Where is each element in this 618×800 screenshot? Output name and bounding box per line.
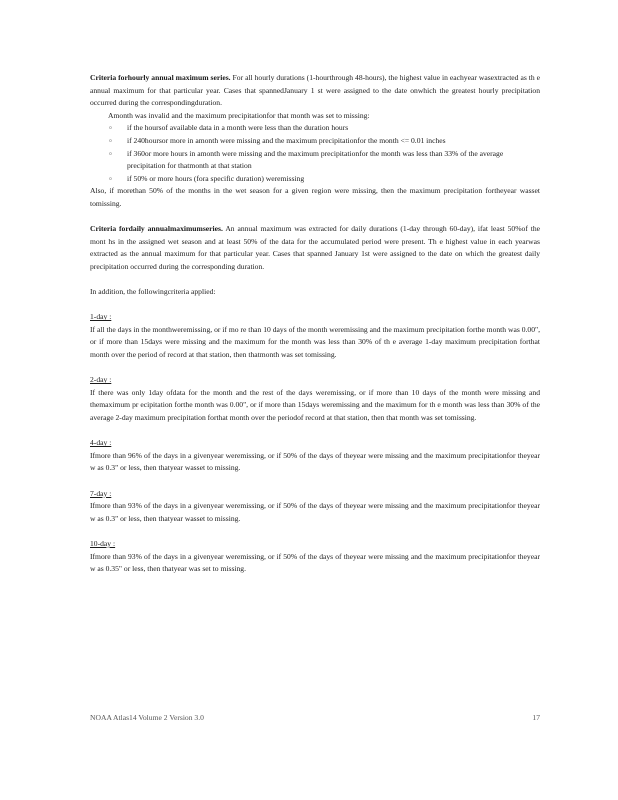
criteria-label-7day: 7-day : [90, 488, 112, 498]
footer-title: NOAA Atlas14 Volume 2 Version 3.0 [90, 713, 204, 722]
list-item: ▫ if the hoursof available data in a month were less than the duration hours [90, 122, 540, 135]
criteria-text-4day: Ifmore than 96% of the days in a givenyear weremissing, or if 50% of the days of theyear were missing and the maximum precipitationfor theyear w as 0.3" or less, then thatyear wasset to missing. [90, 450, 540, 473]
list-item: ▫ if 240hoursor more in amonth were missing and the maximum precipitationfor the month <= 0.01 inches [90, 135, 540, 148]
bullet-icon: ▫ [109, 173, 112, 183]
addition-line: In addition, the followingcriteria applied: [90, 287, 216, 297]
daily-criteria-paragraph [90, 223, 540, 273]
daily-criteria-text: An annual maximum was extracted for daily durations (1-day through 60-day), ifat least 50%of the mont hs in the assigned wet season and at least 50% of the data for the accumulated period were present. Th e highest value in each yearwas extracted as the annual maximum for that particular year. Cases that spanned January 1st were assigned to the date on which the greatest daily precipitation occurred during the corresponding duration. [90, 224, 540, 271]
criteria-text-7day: Ifmore than 93% of the days in a givenyear weremissing, or if 50% of the days of theyear were missing and the maximum precipitationfor theyear w as 0.3" or less, then thatyear wasset to missing. [90, 501, 540, 523]
criteria-label-4day: 4-day : [90, 438, 112, 448]
daily-criteria-heading: Criteria fordaily annualmaximumseries. [90, 224, 223, 234]
wet-season-note: Also, if morethan 50% of the months in the wet season for a given region were missing, then the maximum precipitation fortheyear wasset tomissing. [90, 186, 540, 208]
list-item: ▫ if 50% or more hours (fora specific duration) weremissing [90, 173, 540, 186]
bullet-icon: ▫ [109, 148, 112, 158]
bullet-icon: ▫ [109, 123, 112, 133]
criteria-label-10day: 10-day : [90, 538, 116, 548]
criteria-text-2day: If there was only 1day ofdata for the month and the rest of the days weremissing, or if more than 10 days of the month were missing and themaximum pr ecipitation forthe month was 0.00", or if more than 15days weremissing and the maximum for th e month was less than 30% of the average 2-day maximum precipitation forthat month over the periodof record at that station, then that month was set tomissing. [90, 387, 540, 423]
document-body [90, 72, 540, 576]
criteria-text-1day: If all the days in the monthweremissing, or if mo re than 10 days of the month weremissing and the maximum precipitation forthe month was 0.00", or if more than 15days were missing and the maximum for the month was less than 30% of th e average 1-day maximum precipitation forthat month over the period of record at that station, then thatmonth was set tomissing. [90, 324, 540, 360]
criteria-text-10day: Ifmore than 93% of the days in a givenyear weremissing, or if 50% of the days of theyear were missing and the maximum precipitationfor theyear w as 0.35" or less, then thatyear was set to missing. [90, 551, 540, 574]
criteria-label-2day: 2-day : [90, 375, 112, 385]
bullet-icon: ▫ [109, 135, 112, 145]
hourly-criteria-paragraph [90, 72, 540, 110]
criteria-label-1day: 1-day : [90, 312, 112, 322]
invalid-month-intro: Amonth was invalid and the maximum precipitationfor that month was set to missing: [108, 110, 370, 120]
invalid-month-bullets [90, 122, 540, 185]
hourly-criteria-text: For all hourly durations (1-hourthrough 48-hours), the highest value in eachyear wasextracted as th e annual maximum for that particular year. Cases that spannedJanuary 1 st were assigned to the date onwhich the greatest hourly precipitation occurred during the correspondingduration. [90, 73, 540, 108]
page-number: 17 [532, 713, 540, 722]
page-footer [90, 713, 540, 722]
hourly-criteria-heading: Criteria forhourly annual maximum series. [90, 73, 231, 82]
list-item: ▫ if 360or more hours in amonth were missing and the maximum precipitationfor the month was less than 33% of the average precipitation for thatmonth at that station [109, 148, 504, 171]
